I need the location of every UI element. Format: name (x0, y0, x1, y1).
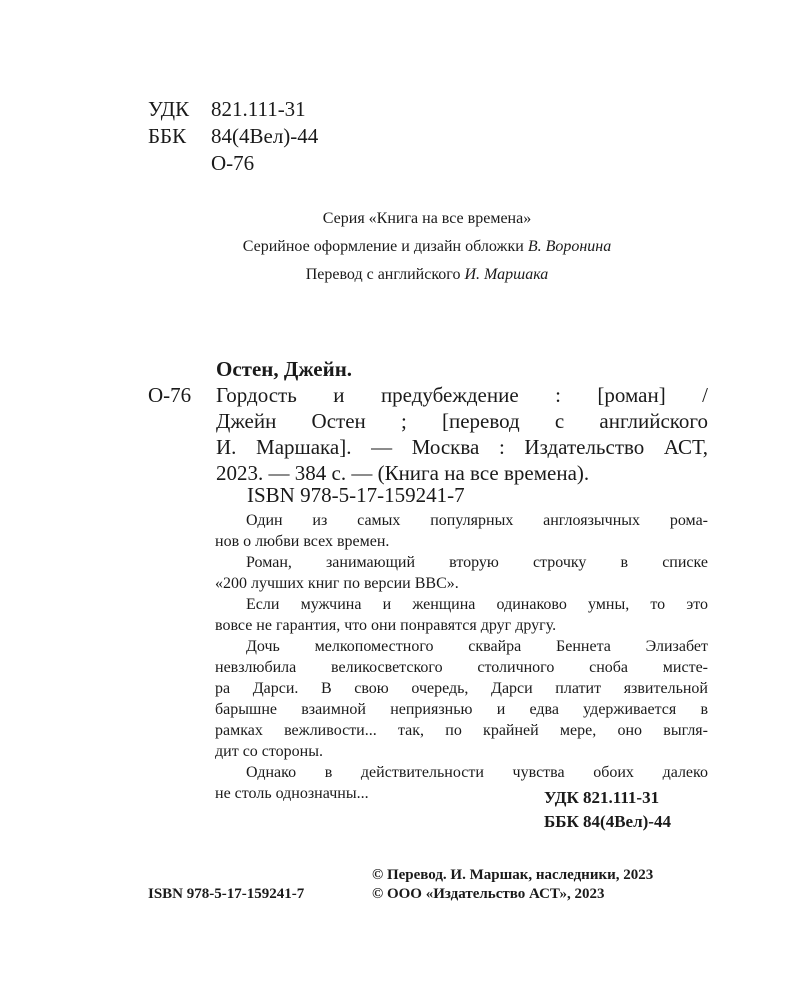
footer-udk: УДК 821.111-31 (544, 788, 660, 807)
description-line: Гордость и предубеждение : [роман] / (216, 383, 708, 407)
entry-description (216, 382, 708, 486)
udk-row (148, 96, 318, 123)
description-line: 2023. — 384 с. — (Книга на все времена). (216, 461, 590, 485)
author-mark: О-76 (211, 151, 255, 175)
abstract-line: дит со стороны. (215, 743, 323, 760)
translation-line (0, 261, 800, 289)
abstract-line: Однако в действительности чувства обоих далеко (246, 764, 708, 781)
translator-name: И. Маршака (464, 266, 549, 283)
copyright-block (372, 866, 653, 904)
abstract-line: Роман, занимающий вторую строчку в списке (246, 554, 708, 571)
footer-classification (544, 786, 671, 834)
abstract-line: вовсе не гарантия, что они понравятся друг другу. (215, 617, 557, 634)
footer-isbn: ISBN 978-5-17-159241-7 (148, 886, 305, 902)
abstract (215, 510, 708, 804)
copyright-translation: © Перевод. И. Маршак, наследники, 2023 (372, 867, 654, 883)
design-text: Серийное оформление и дизайн обложки (242, 238, 524, 255)
series-line: Серия «Книга на все времена» (322, 210, 532, 227)
abstract-line: ра Дарси. В свою очередь, Дарси платит язвительной (215, 680, 708, 697)
description-line: И. Маршака]. — Москва : Издательство АСТ, (216, 435, 708, 459)
credits-block (0, 205, 800, 289)
description-line: Джейн Остен ; [перевод с английского (216, 409, 708, 433)
abstract-line: невзлюбила великосветского столичного сноба мисте- (215, 659, 708, 676)
footer-bbk: ББК 84(4Вел)-44 (544, 812, 671, 831)
classification-block (148, 96, 318, 177)
abstract-line: Если мужчина и женщина одинаково умны, то это (246, 596, 708, 613)
abstract-line: «200 лучших книг по версии BBC». (215, 575, 459, 592)
abstract-line: Дочь мелкопоместного сквайра Беннета Элизабет (246, 638, 708, 655)
abstract-line: нов о любви всех времен. (215, 533, 390, 550)
bbk-value: 84(4Вел)-44 (211, 124, 319, 148)
entry-isbn: ISBN 978-5-17-159241-7 (247, 483, 465, 507)
udk-label: УДК (148, 97, 190, 121)
design-line (0, 233, 800, 261)
abstract-line: Один из самых популярных англоязычных рома- (246, 512, 708, 529)
abstract-line: рамках вежливости... так, по крайней мере, оно выгля- (215, 722, 708, 739)
entry-author: Остен, Джейн. (216, 357, 353, 381)
entry-mark: О-76 (148, 383, 192, 407)
author-mark-row (148, 150, 318, 177)
bbk-row (148, 123, 318, 150)
bbk-label: ББК (148, 124, 187, 148)
abstract-line: барышне взаимной неприязнью и едва удерживается в (215, 701, 708, 718)
translation-text: Перевод с английского (305, 266, 461, 283)
designer-name: В. Воронина (527, 238, 612, 255)
udk-value: 821.111-31 (211, 97, 306, 121)
abstract-line: не столь однозначны... (215, 785, 369, 802)
copyright-publisher: © ООО «Издательство АСТ», 2023 (372, 886, 605, 902)
